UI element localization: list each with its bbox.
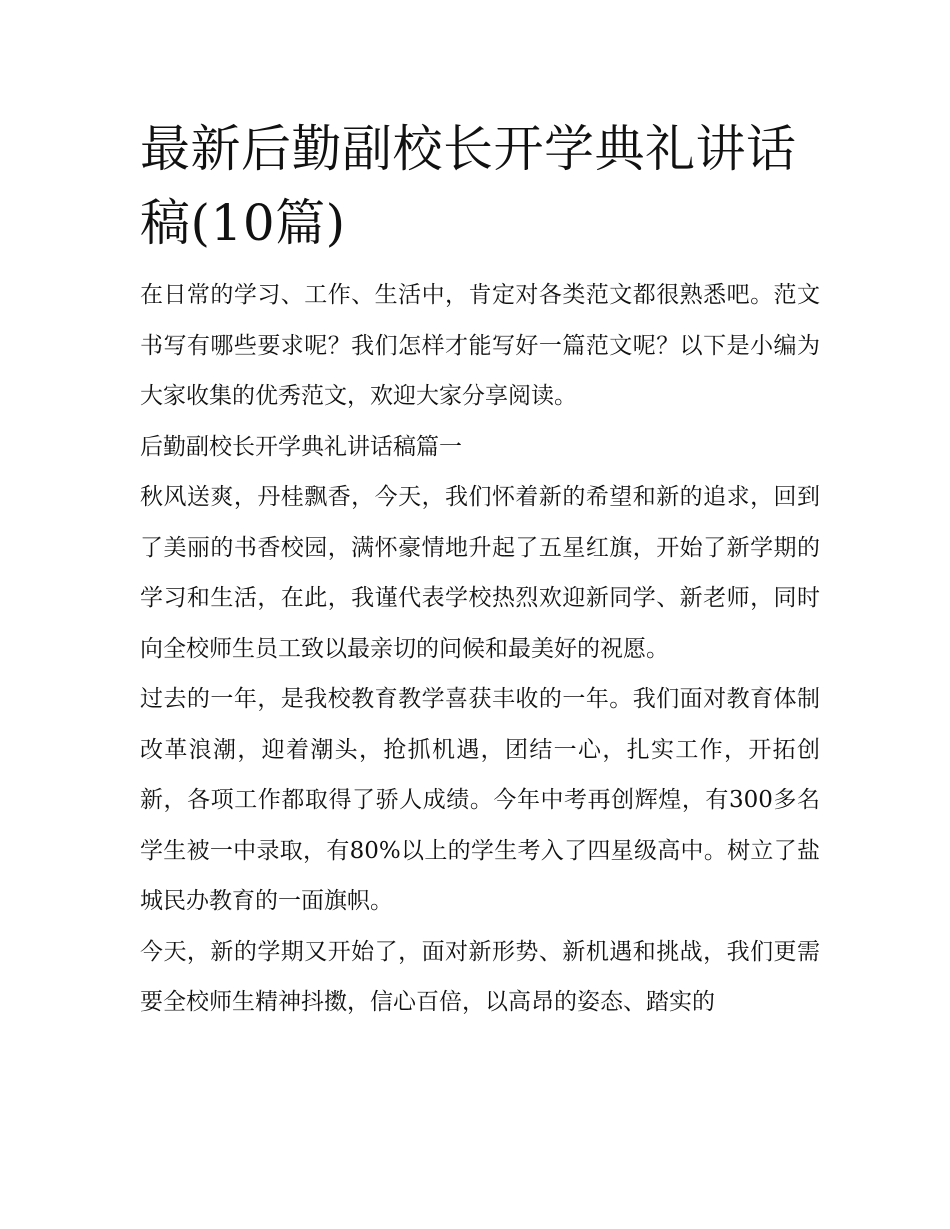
document-title: 最新后勤副校长开学典礼讲话稿(10篇) bbox=[140, 120, 797, 252]
intro-paragraph: 在日常的学习、工作、生活中，肯定对各类范文都很熟悉吧。范文书写有哪些要求呢？我们怎样才能写好一篇范文呢？以下是小编为大家收集的优秀范文，欢迎大家分享阅读。 bbox=[140, 282, 820, 409]
document-page bbox=[140, 112, 820, 1028]
section-heading: 后勤副校长开学典礼讲话稿篇一 bbox=[140, 433, 462, 460]
body-paragraph-3: 今天，新的学期又开始了，面对新形势、新机遇和挑战，我们更需要全校师生精神抖擞，信心百倍，以高昂的姿态、踏实的 bbox=[140, 938, 820, 1015]
body-paragraph-1: 秋风送爽，丹桂飘香，今天，我们怀着新的希望和新的追求，回到了美丽的书香校园，满怀豪情地升起了五星红旗，开始了新学期的学习和生活，在此，我谨代表学校热烈欢迎新同学、新老师，同时向全校师生员工致以最亲切的问候和最美好的祝愿。 bbox=[140, 484, 820, 662]
body-paragraph-2: 过去的一年，是我校教育教学喜获丰收的一年。我们面对教育体制改革浪潮，迎着潮头，抢抓机遇，团结一心，扎实工作，开拓创新，各项工作都取得了骄人成绩。今年中考再创辉煌，有300多名学生被一中录取，有80%以上的学生考入了四星级高中。树立了盐城民办教育的一面旗帜。 bbox=[140, 686, 820, 914]
